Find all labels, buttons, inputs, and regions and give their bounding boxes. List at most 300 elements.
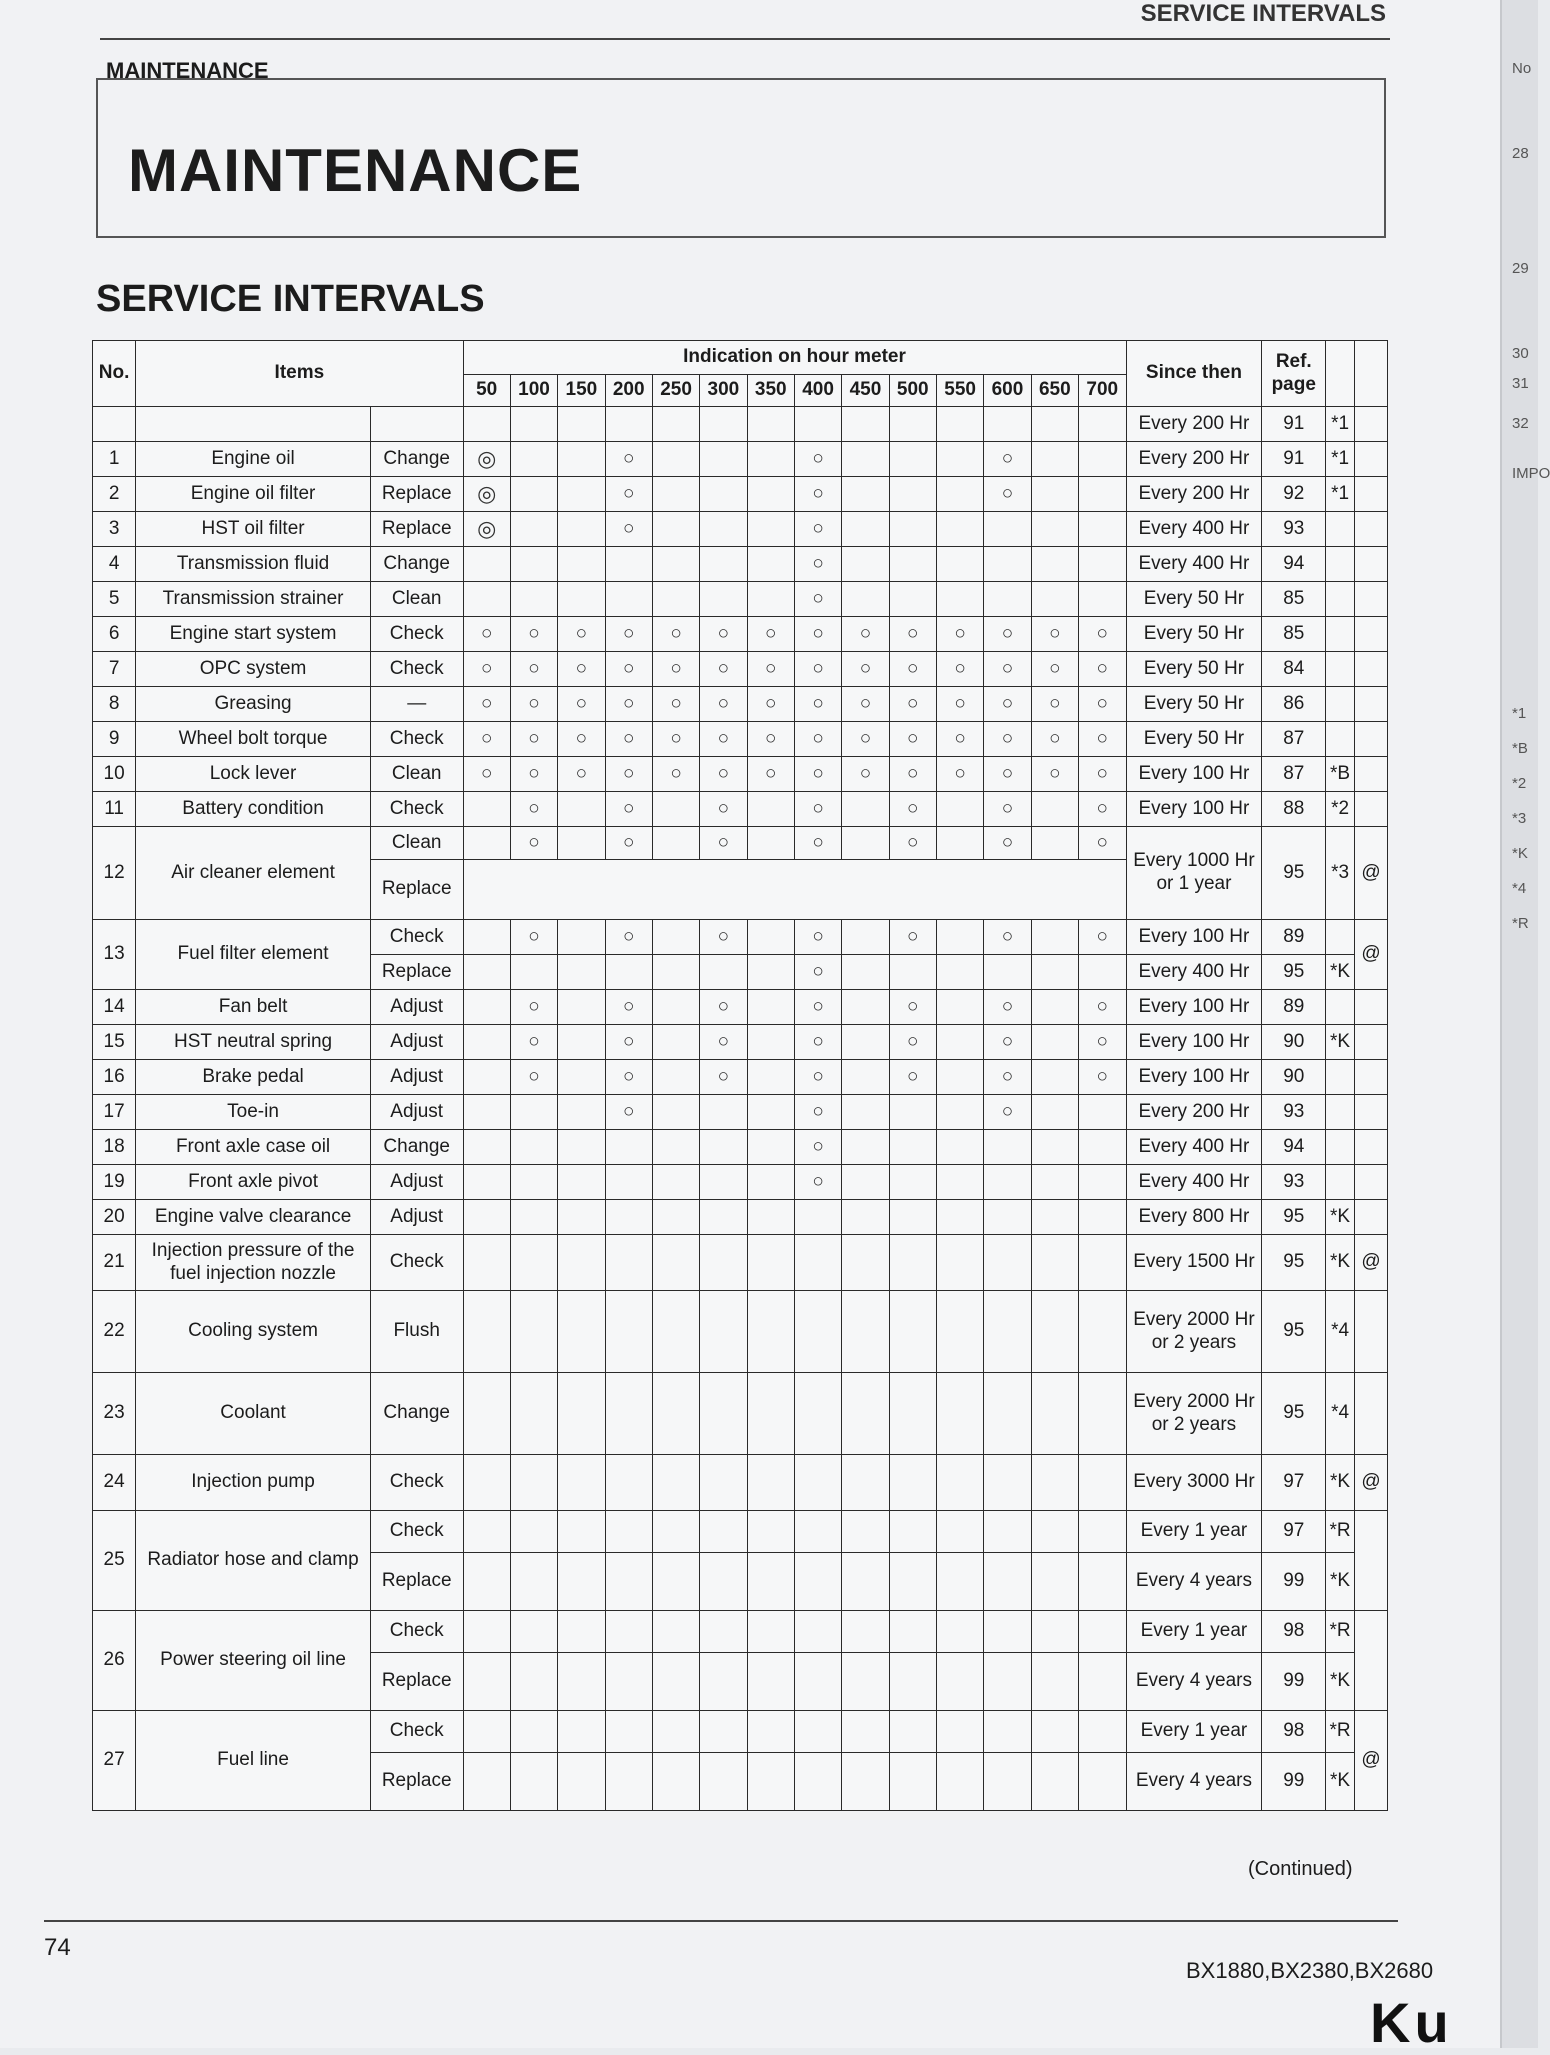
- next-page-fragment: 28: [1512, 145, 1529, 162]
- row-at: [1354, 1025, 1387, 1060]
- mark-cell: [700, 407, 747, 442]
- mark-cell: [510, 1165, 557, 1200]
- mark-cell: [700, 1753, 747, 1811]
- row-note: *K: [1326, 1025, 1355, 1060]
- mark-cell: [463, 1455, 510, 1511]
- row-action: Replace: [370, 1553, 463, 1611]
- mark-cell: [936, 1200, 983, 1235]
- row-no: 1: [93, 442, 136, 477]
- mark-cell: [1078, 547, 1126, 582]
- row-at: [1354, 1130, 1387, 1165]
- next-page-fragment: *4: [1512, 880, 1527, 897]
- next-page-fragment: 29: [1512, 260, 1529, 277]
- mark-cell: [889, 1611, 936, 1653]
- mark-single: ○: [605, 757, 652, 792]
- hour-header-150: 150: [558, 375, 605, 407]
- mark-cell: [889, 477, 936, 512]
- header-indication: Indication on hour meter: [463, 341, 1126, 375]
- mark-single: ○: [700, 920, 747, 955]
- mark-cell: [1031, 1165, 1078, 1200]
- row-since: Every 400 Hr: [1126, 1130, 1262, 1165]
- row-action: Check: [370, 617, 463, 652]
- row-item: Engine oil: [136, 442, 371, 477]
- mark-cell: [794, 1511, 841, 1553]
- mark-cell: [652, 955, 699, 990]
- mark-single: ○: [605, 792, 652, 827]
- row-since: Every 50 Hr: [1126, 582, 1262, 617]
- mark-cell: [652, 792, 699, 827]
- row-since: Every 1 year: [1126, 1711, 1262, 1753]
- mark-cell: [700, 1373, 747, 1455]
- row-item: Front axle case oil: [136, 1130, 371, 1165]
- mark-cell: [889, 1653, 936, 1711]
- row-action: Check: [370, 1611, 463, 1653]
- page-number: 74: [44, 1934, 71, 1961]
- mark-cell: [510, 1553, 557, 1611]
- hour-header-250: 250: [652, 375, 699, 407]
- mark-cell: [747, 920, 794, 955]
- mark-cell: [700, 1511, 747, 1553]
- mark-single: ○: [889, 920, 936, 955]
- mark-cell: [747, 827, 794, 860]
- mark-single: ○: [1031, 687, 1078, 722]
- mark-cell: [510, 477, 557, 512]
- row-note: *3: [1326, 827, 1355, 920]
- mark-double: ◎: [463, 512, 510, 547]
- row-action: Clean: [370, 827, 463, 860]
- mark-cell: [700, 547, 747, 582]
- mark-single: ○: [463, 757, 510, 792]
- mark-single: ○: [747, 617, 794, 652]
- mark-cell: [463, 1291, 510, 1373]
- mark-single: ○: [1078, 617, 1126, 652]
- mark-cell: [842, 1653, 889, 1711]
- mark-cell: [889, 1553, 936, 1611]
- mark-single: ○: [984, 617, 1031, 652]
- mark-single: ○: [794, 1165, 841, 1200]
- row-note: [1326, 652, 1355, 687]
- mark-single: ○: [605, 1095, 652, 1130]
- mark-cell: [842, 1095, 889, 1130]
- row-since: Every 4 years: [1126, 1753, 1262, 1811]
- row-ref: 98: [1262, 1711, 1326, 1753]
- mark-cell: [842, 407, 889, 442]
- mark-single: ○: [984, 1025, 1031, 1060]
- mark-cell: [747, 442, 794, 477]
- mark-cell: [1031, 792, 1078, 827]
- mark-cell: [747, 1455, 794, 1511]
- row-item: HST neutral spring: [136, 1025, 371, 1060]
- mark-cell: [510, 1200, 557, 1235]
- mark-cell: [842, 477, 889, 512]
- row-at: [1354, 512, 1387, 547]
- mark-cell: [1031, 442, 1078, 477]
- mark-single: ○: [605, 652, 652, 687]
- row-ref: 94: [1262, 547, 1326, 582]
- hour-header-200: 200: [605, 375, 652, 407]
- mark-single: ○: [794, 920, 841, 955]
- row-no: 3: [93, 512, 136, 547]
- row-action: Replace: [370, 477, 463, 512]
- mark-cell: [747, 955, 794, 990]
- mark-cell: [463, 1653, 510, 1711]
- mark-single: ○: [558, 722, 605, 757]
- mark-cell: [558, 1130, 605, 1165]
- table-row: [93, 582, 1388, 617]
- mark-single: ○: [794, 547, 841, 582]
- mark-single: ○: [984, 652, 1031, 687]
- row-at: [1354, 687, 1387, 722]
- table-row: [93, 1165, 1388, 1200]
- row-no: 10: [93, 757, 136, 792]
- row-item: Engine start system: [136, 617, 371, 652]
- mark-cell: [842, 1291, 889, 1373]
- row-ref: 88: [1262, 792, 1326, 827]
- table-row: [93, 547, 1388, 582]
- mark-cell: [605, 1653, 652, 1711]
- mark-cell: [463, 582, 510, 617]
- mark-single: ○: [605, 477, 652, 512]
- mark-cell: [605, 1753, 652, 1811]
- mark-span-empty: [463, 860, 1126, 920]
- row-ref: 90: [1262, 1025, 1326, 1060]
- row-note: *K: [1326, 1553, 1355, 1611]
- row-since: Every 800 Hr: [1126, 1200, 1262, 1235]
- mark-cell: [1078, 407, 1126, 442]
- mark-single: ○: [794, 617, 841, 652]
- mark-cell: [889, 1291, 936, 1373]
- mark-cell: [889, 1200, 936, 1235]
- row-no: 19: [93, 1165, 136, 1200]
- row-item: Engine oil filter: [136, 477, 371, 512]
- row-since: Every 100 Hr: [1126, 792, 1262, 827]
- mark-single: ○: [794, 442, 841, 477]
- row-note: *1: [1326, 442, 1355, 477]
- mark-single: ○: [984, 687, 1031, 722]
- mark-cell: [1031, 1235, 1078, 1291]
- mark-cell: [842, 1025, 889, 1060]
- row-since: Every 400 Hr: [1126, 547, 1262, 582]
- mark-cell: [652, 1753, 699, 1811]
- row-note: [1326, 1095, 1355, 1130]
- mark-cell: [463, 827, 510, 860]
- mark-cell: [842, 827, 889, 860]
- mark-cell: [700, 1711, 747, 1753]
- mark-single: ○: [510, 990, 557, 1025]
- mark-cell: [700, 1200, 747, 1235]
- mark-cell: [652, 1200, 699, 1235]
- mark-cell: [463, 1060, 510, 1095]
- mark-cell: [510, 1235, 557, 1291]
- mark-cell: [1031, 1025, 1078, 1060]
- mark-cell: [936, 1753, 983, 1811]
- row-item: Engine valve clearance: [136, 1200, 371, 1235]
- row-note: *R: [1326, 1711, 1355, 1753]
- mark-cell: [1031, 1373, 1078, 1455]
- mark-cell: [936, 442, 983, 477]
- mark-cell: [558, 1373, 605, 1455]
- row-note: [1326, 1165, 1355, 1200]
- mark-cell: [605, 1291, 652, 1373]
- table-row: [93, 1711, 1388, 1753]
- row-ref: 95: [1262, 1235, 1326, 1291]
- mark-cell: [463, 920, 510, 955]
- mark-cell: [794, 1373, 841, 1455]
- mark-cell: [1078, 442, 1126, 477]
- mark-cell: [889, 1130, 936, 1165]
- hour-header-300: 300: [700, 375, 747, 407]
- mark-cell: [1078, 512, 1126, 547]
- mark-single: ○: [700, 722, 747, 757]
- mark-cell: [1078, 1235, 1126, 1291]
- row-item: Cooling system: [136, 1291, 371, 1373]
- row-action: —: [370, 687, 463, 722]
- row-note: *R: [1326, 1611, 1355, 1653]
- row-item: Injection pump: [136, 1455, 371, 1511]
- mark-single: ○: [700, 792, 747, 827]
- row-note: *B: [1326, 757, 1355, 792]
- mark-cell: [700, 442, 747, 477]
- mark-double: ◎: [463, 442, 510, 477]
- mark-single: ○: [700, 1025, 747, 1060]
- row-at: @: [1354, 827, 1387, 920]
- row-ref: 95: [1262, 955, 1326, 990]
- mark-cell: [558, 477, 605, 512]
- mark-single: ○: [747, 722, 794, 757]
- row-at: [1354, 442, 1387, 477]
- mark-cell: [558, 1511, 605, 1553]
- mark-single: ○: [1078, 757, 1126, 792]
- row-action: Clean: [370, 757, 463, 792]
- mark-cell: [700, 512, 747, 547]
- mark-cell: [936, 1095, 983, 1130]
- mark-cell: [1078, 1553, 1126, 1611]
- mark-cell: [1031, 1291, 1078, 1373]
- mark-cell: [605, 1200, 652, 1235]
- mark-cell: [842, 442, 889, 477]
- mark-cell: [842, 1753, 889, 1811]
- row-ref: 91: [1262, 442, 1326, 477]
- row-ref: 84: [1262, 652, 1326, 687]
- mark-cell: [1078, 582, 1126, 617]
- row-ref: 93: [1262, 1095, 1326, 1130]
- row-action: Check: [370, 1511, 463, 1553]
- mark-cell: [1031, 1711, 1078, 1753]
- service-intervals-table: [92, 340, 1388, 1811]
- mark-cell: [842, 1200, 889, 1235]
- next-page-fragment: *B: [1512, 740, 1528, 757]
- row-action: Clean: [370, 582, 463, 617]
- mark-cell: [842, 547, 889, 582]
- header-since-then: Since then: [1126, 341, 1262, 407]
- row-note: *K: [1326, 1235, 1355, 1291]
- row-no: 4: [93, 547, 136, 582]
- mark-single: ○: [889, 792, 936, 827]
- mark-cell: [510, 1653, 557, 1711]
- row-since: Every 200 Hr: [1126, 407, 1262, 442]
- mark-cell: [984, 512, 1031, 547]
- mark-cell: [605, 547, 652, 582]
- row-note: *R: [1326, 1511, 1355, 1553]
- table-row: [93, 757, 1388, 792]
- row-note: *4: [1326, 1373, 1355, 1455]
- mark-cell: [463, 1553, 510, 1611]
- mark-single: ○: [936, 687, 983, 722]
- mark-cell: [984, 1235, 1031, 1291]
- row-action: Adjust: [370, 1095, 463, 1130]
- mark-cell: [558, 1200, 605, 1235]
- row-at: [1354, 1373, 1387, 1455]
- mark-single: ○: [842, 722, 889, 757]
- row-item: Radiator hose and clamp: [136, 1511, 371, 1611]
- row-ref: 85: [1262, 582, 1326, 617]
- row-note: [1326, 1130, 1355, 1165]
- row-at: @: [1354, 1235, 1387, 1291]
- row-note: *K: [1326, 1753, 1355, 1811]
- row-action: Adjust: [370, 990, 463, 1025]
- mark-single: ○: [700, 652, 747, 687]
- mark-cell: [984, 1165, 1031, 1200]
- row-since: Every 100 Hr: [1126, 1060, 1262, 1095]
- row-action: Change: [370, 1130, 463, 1165]
- mark-cell: [605, 1711, 652, 1753]
- mark-cell: [463, 1025, 510, 1060]
- mark-cell: [936, 1025, 983, 1060]
- mark-single: ○: [558, 652, 605, 687]
- mark-cell: [1031, 477, 1078, 512]
- row-ref: 99: [1262, 1553, 1326, 1611]
- mark-single: ○: [936, 757, 983, 792]
- next-page-fragment: *3: [1512, 810, 1527, 827]
- mark-cell: [652, 1653, 699, 1711]
- mark-cell: [747, 1060, 794, 1095]
- mark-cell: [1031, 1200, 1078, 1235]
- mark-single: ○: [794, 512, 841, 547]
- mark-cell: [652, 1553, 699, 1611]
- mark-cell: [463, 1130, 510, 1165]
- row-ref: 95: [1262, 1291, 1326, 1373]
- mark-cell: [463, 1373, 510, 1455]
- row-ref: 92: [1262, 477, 1326, 512]
- mark-cell: [558, 512, 605, 547]
- mark-cell: [463, 1095, 510, 1130]
- mark-cell: [652, 920, 699, 955]
- mark-cell: [558, 1025, 605, 1060]
- table-row: [93, 1611, 1388, 1653]
- hour-header-600: 600: [984, 375, 1031, 407]
- mark-cell: [700, 1235, 747, 1291]
- mark-cell: [842, 1553, 889, 1611]
- mark-cell: [936, 1165, 983, 1200]
- mark-single: ○: [984, 920, 1031, 955]
- mark-cell: [605, 407, 652, 442]
- mark-cell: [558, 1611, 605, 1653]
- mark-cell: [747, 1611, 794, 1653]
- row-at: [1354, 1060, 1387, 1095]
- mark-cell: [984, 1130, 1031, 1165]
- row-since: Every 1 year: [1126, 1511, 1262, 1553]
- mark-cell: [1078, 1653, 1126, 1711]
- mark-single: ○: [605, 687, 652, 722]
- row-note: [1326, 920, 1355, 955]
- mark-cell: [510, 1753, 557, 1811]
- mark-cell: [1031, 1130, 1078, 1165]
- row-action: Adjust: [370, 1060, 463, 1095]
- mark-single: ○: [984, 477, 1031, 512]
- mark-single: ○: [747, 757, 794, 792]
- row-note: *K: [1326, 1200, 1355, 1235]
- row-since: Every 4 years: [1126, 1653, 1262, 1711]
- mark-cell: [984, 1611, 1031, 1653]
- mark-cell: [984, 1291, 1031, 1373]
- row-action: Change: [370, 1373, 463, 1455]
- mark-single: ○: [605, 920, 652, 955]
- mark-single: ○: [1078, 652, 1126, 687]
- mark-cell: [1078, 1095, 1126, 1130]
- mark-cell: [936, 1130, 983, 1165]
- row-no: 24: [93, 1455, 136, 1511]
- mark-cell: [889, 1455, 936, 1511]
- row-no: 2: [93, 477, 136, 512]
- mark-cell: [747, 1025, 794, 1060]
- mark-single: ○: [463, 722, 510, 757]
- row-no: 26: [93, 1611, 136, 1711]
- table-row: [93, 617, 1388, 652]
- row-no: 9: [93, 722, 136, 757]
- mark-cell: [605, 1235, 652, 1291]
- mark-cell: [936, 1711, 983, 1753]
- mark-cell: [747, 990, 794, 1025]
- row-ref: 91: [1262, 407, 1326, 442]
- mark-cell: [842, 582, 889, 617]
- row-action: Replace: [370, 512, 463, 547]
- mark-cell: [889, 955, 936, 990]
- mark-cell: [747, 1235, 794, 1291]
- mark-cell: [558, 1165, 605, 1200]
- mark-single: ○: [984, 990, 1031, 1025]
- row-at: [1354, 582, 1387, 617]
- row-ref: 93: [1262, 1165, 1326, 1200]
- mark-cell: [747, 792, 794, 827]
- row-item: Battery condition: [136, 792, 371, 827]
- mark-cell: [558, 827, 605, 860]
- row-at: [1354, 1095, 1387, 1130]
- mark-cell: [984, 1553, 1031, 1611]
- row-item: HST oil filter: [136, 512, 371, 547]
- mark-cell: [1031, 1511, 1078, 1553]
- mark-single: ○: [510, 617, 557, 652]
- mark-cell: [747, 1373, 794, 1455]
- mark-cell: [510, 1611, 557, 1653]
- row-at: @: [1354, 920, 1387, 990]
- mark-single: ○: [1031, 722, 1078, 757]
- brand-logo-fragment: Ku: [1370, 1991, 1453, 2054]
- row-item: Fan belt: [136, 990, 371, 1025]
- mark-cell: [747, 1165, 794, 1200]
- mark-single: ○: [558, 617, 605, 652]
- mark-cell: [842, 1611, 889, 1653]
- mark-single: ○: [936, 652, 983, 687]
- mark-cell: [700, 1165, 747, 1200]
- row-since: Every 100 Hr: [1126, 757, 1262, 792]
- mark-cell: [652, 827, 699, 860]
- mark-cell: [984, 1753, 1031, 1811]
- mark-cell: [652, 1235, 699, 1291]
- mark-cell: [510, 1373, 557, 1455]
- row-ref: 95: [1262, 827, 1326, 920]
- mark-cell: [463, 1165, 510, 1200]
- table-row: [93, 442, 1388, 477]
